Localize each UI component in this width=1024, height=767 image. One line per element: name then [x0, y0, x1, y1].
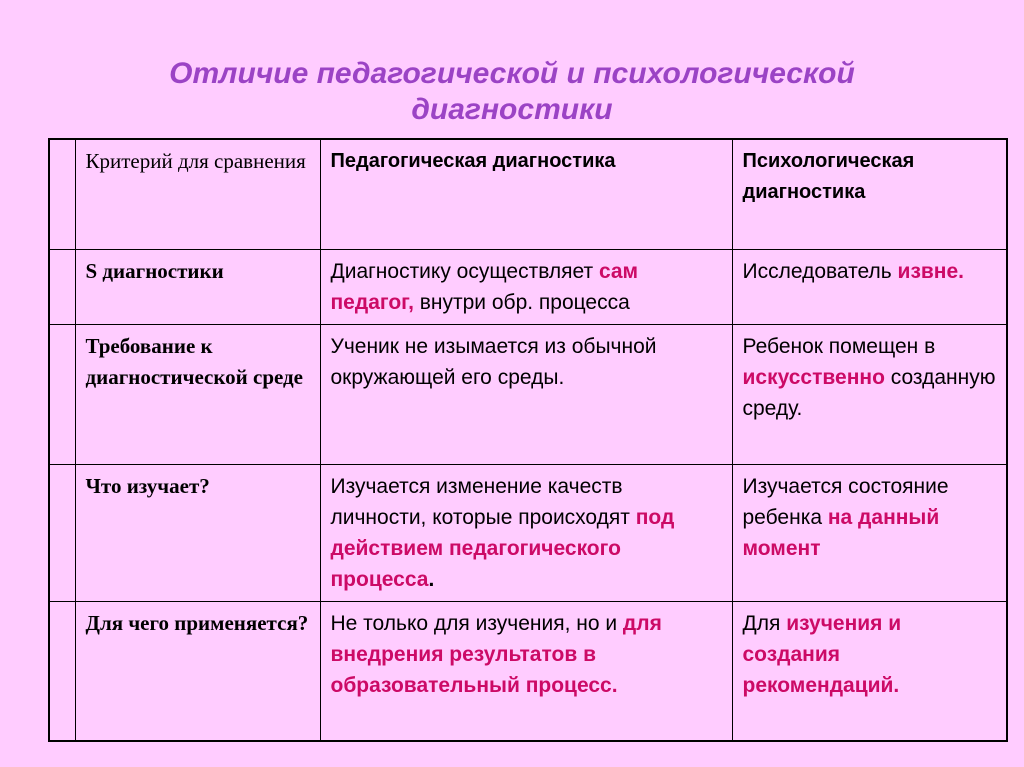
table-header-row	[49, 139, 1007, 249]
cell-text: созданную среду.	[742, 365, 996, 420]
cell-text: Не только для изучения, но и	[330, 611, 623, 635]
psychological-cell	[732, 324, 1007, 464]
cell-highlight: на данный момент	[742, 505, 940, 560]
table-row	[49, 464, 1007, 601]
pedagogical-cell	[320, 464, 732, 601]
header-criterion: Критерий для сравнения	[75, 139, 320, 249]
title-line-1: Отличие педагогической и психологической	[169, 57, 855, 90]
cell-text: Ученик не изымается из обычной окружающей его среды.	[330, 334, 657, 389]
row-stub	[49, 139, 75, 249]
row-stub	[49, 601, 75, 741]
cell-text: Диагностику осуществляет	[330, 259, 599, 283]
cell-highlight: сам педагог,	[330, 259, 639, 314]
page-title	[0, 56, 1024, 128]
cell-highlight: для внедрения результатов в образовательный процесс.	[330, 611, 662, 697]
row-stub	[49, 464, 75, 601]
cell-text: Изучается изменение качеств личности, которые происходят	[330, 474, 636, 529]
cell-text: внутри обр. процесса	[413, 290, 630, 314]
psychological-cell	[732, 249, 1007, 324]
cell-text: Исследователь	[742, 259, 898, 283]
cell-highlight: извне.	[897, 259, 964, 283]
psychological-cell	[732, 601, 1007, 741]
criterion-cell: Что изучает?	[75, 464, 320, 601]
row-stub	[49, 324, 75, 464]
cell-highlight: изучения и создания рекомендаций.	[742, 611, 902, 697]
cell-text: Ребенок помещен в	[742, 334, 936, 358]
table-row	[49, 601, 1007, 741]
header-pedagogical: Педагогическая диагностика	[320, 139, 732, 249]
row-stub	[49, 249, 75, 324]
pedagogical-cell	[320, 249, 732, 324]
header-psychological: Психологическая диагностика	[732, 139, 1007, 249]
cell-highlight: под действием педагогического процесса	[330, 505, 675, 591]
table-row	[49, 249, 1007, 324]
cell-text: .	[428, 567, 435, 591]
cell-text: Для	[742, 611, 787, 635]
comparison-table	[48, 138, 1008, 742]
pedagogical-cell	[320, 601, 732, 741]
criterion-cell: Требование к диагностической среде	[75, 324, 320, 464]
cell-highlight: искусственно	[742, 365, 885, 389]
pedagogical-cell	[320, 324, 732, 464]
criterion-cell: S диагностики	[75, 249, 320, 324]
cell-text: Изучается состояние ребенка	[742, 474, 949, 529]
title-line-2: диагностики	[411, 93, 613, 126]
table-row	[49, 324, 1007, 464]
psychological-cell	[732, 464, 1007, 601]
criterion-cell: Для чего применяется?	[75, 601, 320, 741]
